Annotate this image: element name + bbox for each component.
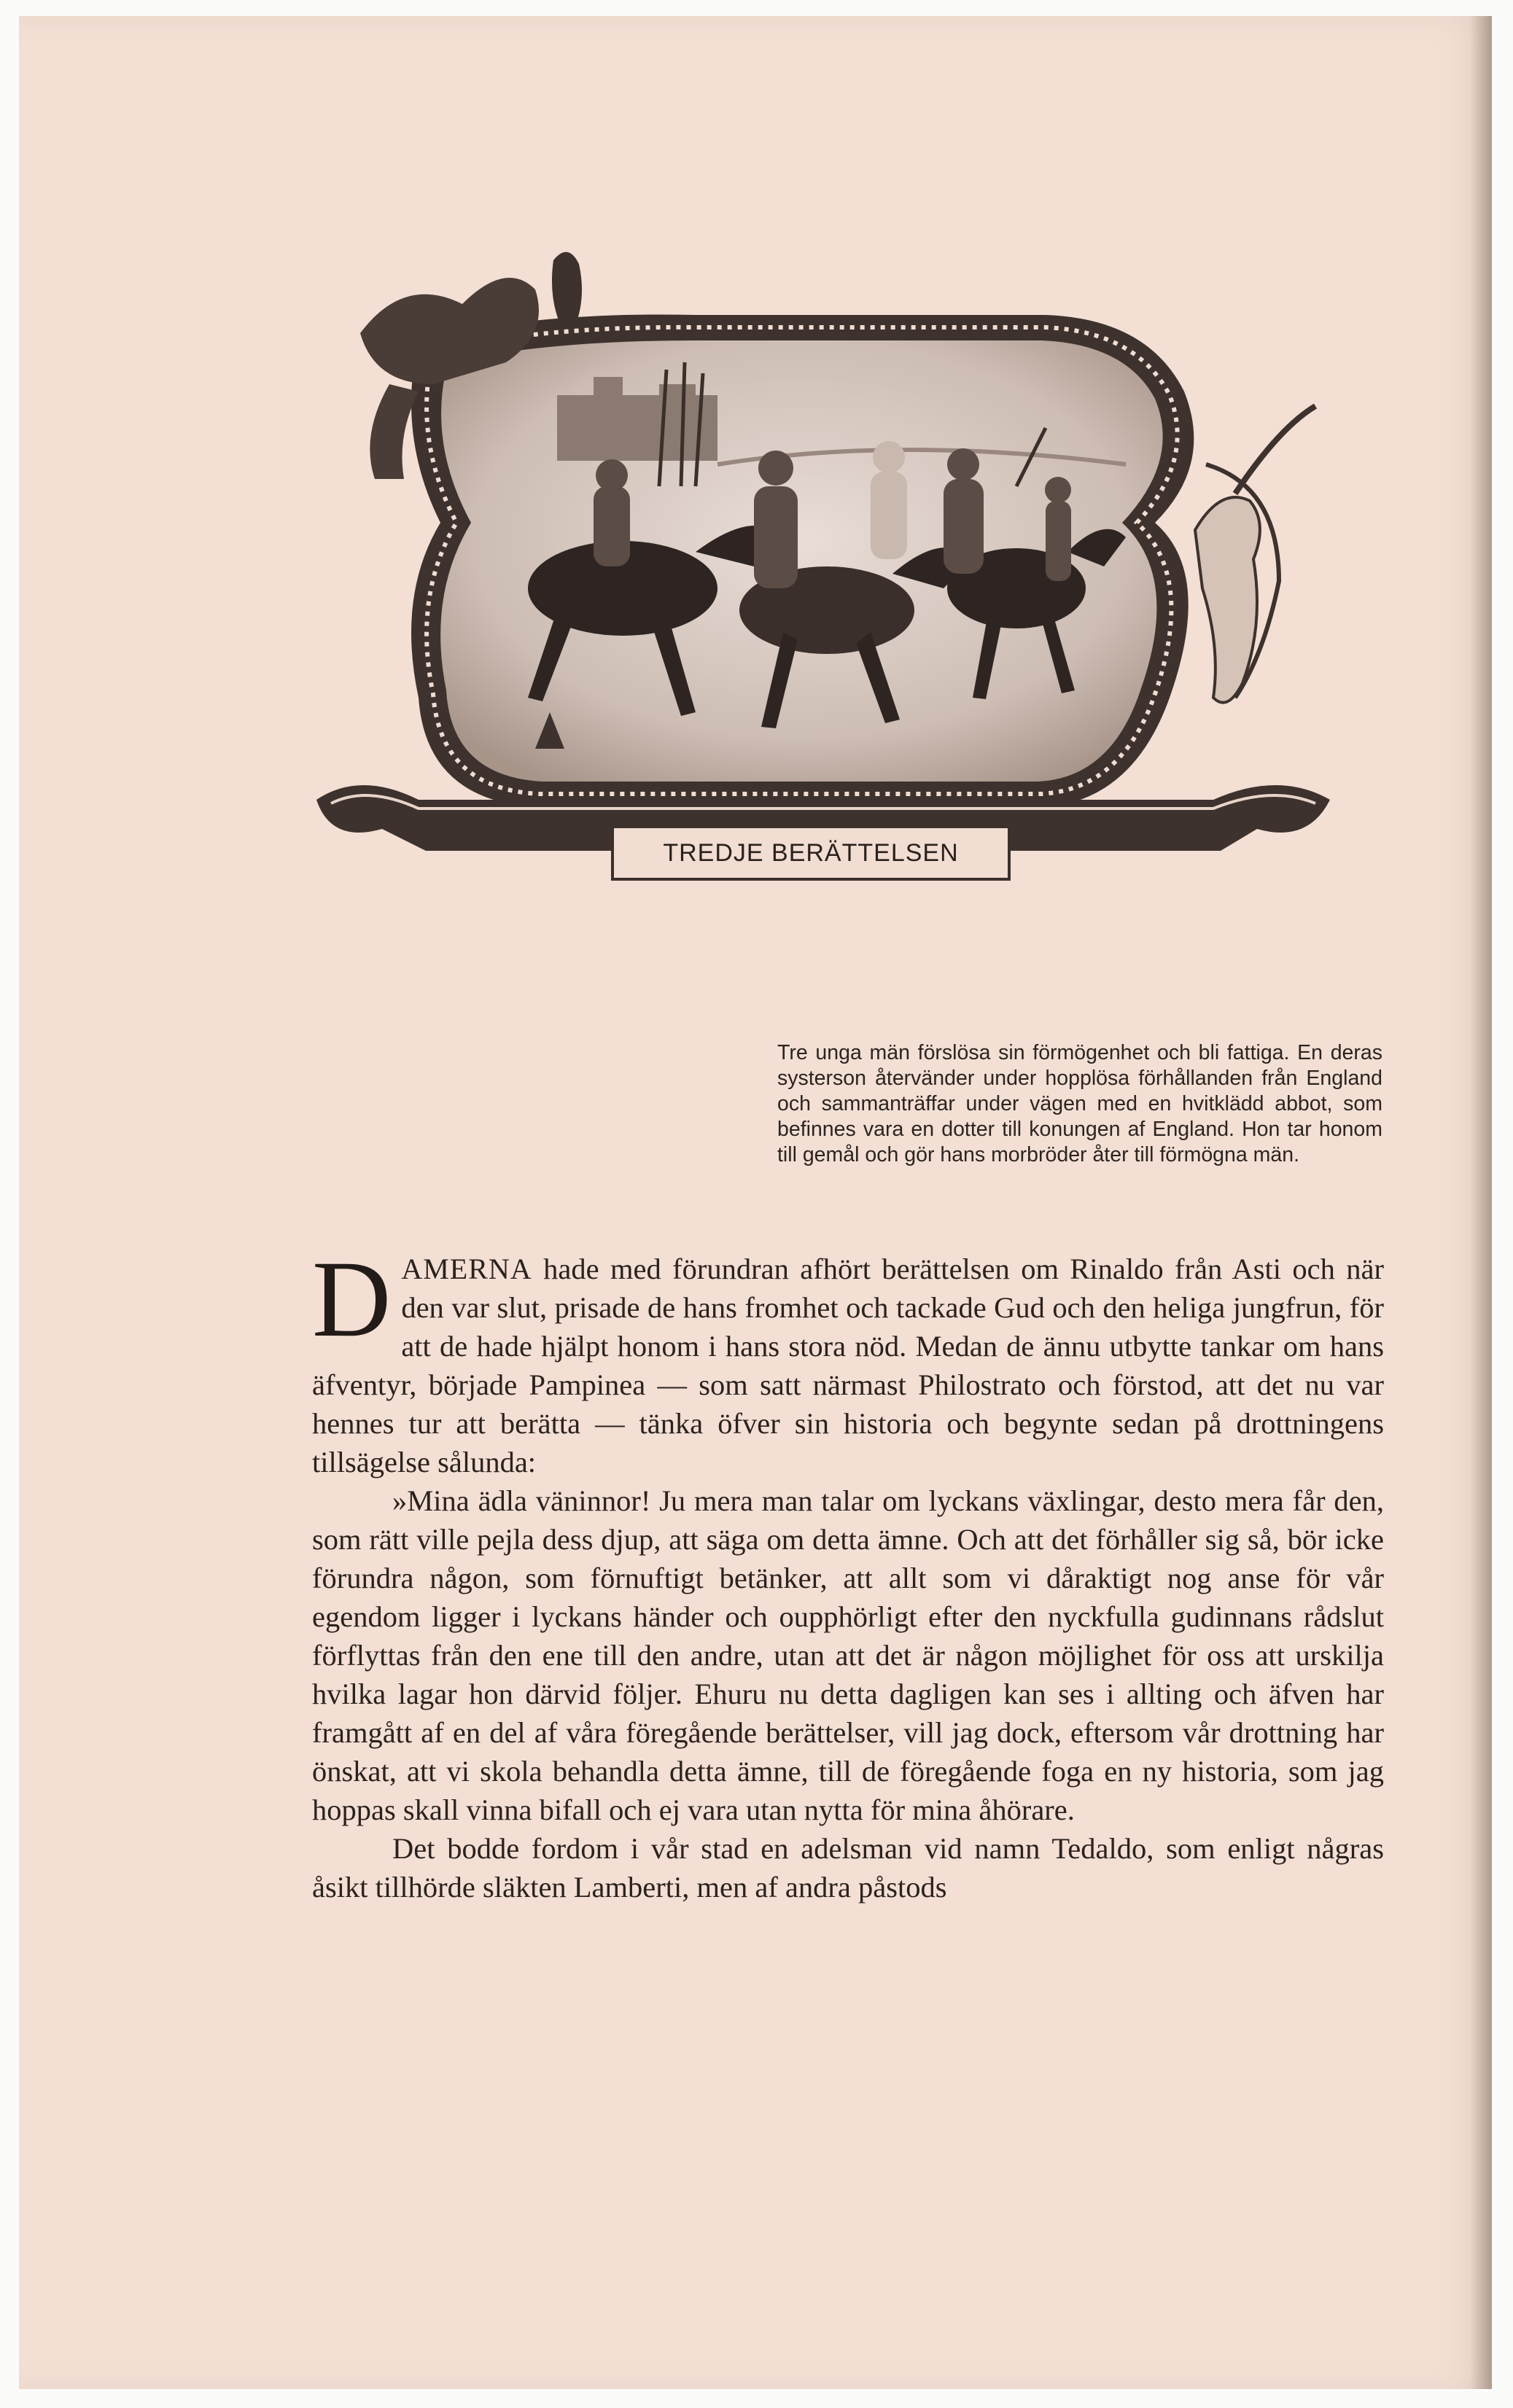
book-page [19, 16, 1492, 2389]
chapter-heading: TREDJE BERÄTTELSEN [611, 825, 1011, 881]
first-word: AMERNA [401, 1252, 532, 1285]
paragraph-3: Det bodde fordom i vår stad en adelsman vid namn Tedaldo, som enligt någras åsikt tillhörde släkten Lamberti, men af andra påstods [312, 1832, 1384, 1904]
paragraph-1 [312, 1239, 1384, 1481]
paragraph-2: »Mina ädla väninnor! Ju mera man talar om lyckans växlingar, desto mera får den, som rätt ville pejla dess djup, att säga om detta ämne. Och att det förhåller sig så, bör icke förundra någon, som förnuftigt betänker, att allt som vi dåraktigt nog anse för vår egendom ligger i lyckans händer och oupphörligt efter den nyckfulla gudinnans rådslut förflyttas från den ene till den andre, utan att det är någon möjlighet för oss att urskilja hvilka lagar hon därvid följer. Ehuru nu detta dagligen kan ses i allting och äfven har framgått af en del af våra föregående berättelser, vill jag dock, eftersom vår drottning har önskat, att vi skola behandla detta ämne, till de föregående foga en ny historia, som jag hoppas skall vinna bifall och ej vara utan nytta för mina åhörare. [312, 1484, 1384, 1826]
drop-cap: D [312, 1239, 392, 1360]
body-text [312, 1239, 1384, 1906]
chapter-summary: Tre unga män förslösa sin förmögenhet och bli fattiga. En deras systerson återvänder under hopplösa förhållanden från England och sammanträffar under vägen med en hvitklädd abbot, som befinnes vara en dotter till konungen af England. Hon tar honom till gemål och gör hans morbröder åter till förmögna män. [777, 1041, 1382, 1166]
spine-shadow [1470, 16, 1492, 2389]
paragraph-1-text: hade med förundran afhört berättelsen om Rinaldo från Asti och när den var slut, prisade de hans fromhet och tackade Gud och den heliga jungfrun, för att de hade hjälpt honom i hans stora nöd. Medan de ännu utbytte tankar om hans äfventyr, började Pampinea — som satt närmast Philostrato och förstod, att det nu var hennes tur att berätta — tänka öfver sin historia och begynte sedan på drottningens tillsägelse sålunda: [312, 1252, 1384, 1478]
